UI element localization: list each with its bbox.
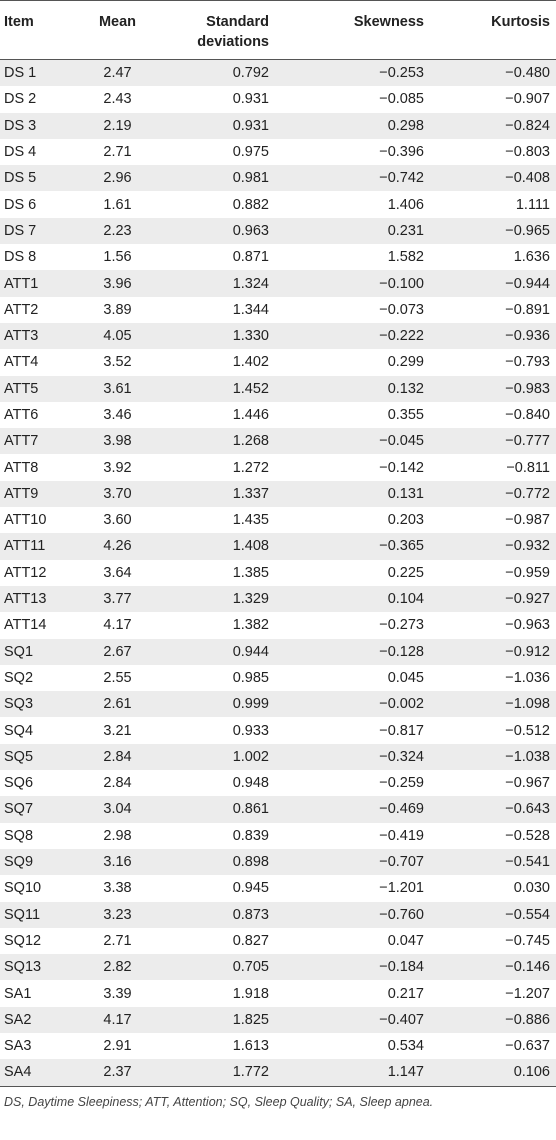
cell-mean: 3.46 <box>103 407 132 423</box>
cell-item: ATT14 <box>4 617 47 634</box>
cell-item: ATT5 <box>4 380 39 397</box>
cell-item: SA3 <box>4 1038 32 1055</box>
cell-item: ATT9 <box>4 485 39 502</box>
table-row <box>0 244 556 270</box>
cell-item: DS 5 <box>4 170 37 187</box>
cell-skewness: −0.259 <box>379 775 424 792</box>
cell-kurtosis: −0.959 <box>505 564 550 581</box>
cell-skewness: −0.142 <box>379 459 424 476</box>
cell-kurtosis: 1.111 <box>515 196 550 213</box>
cell-kurtosis: −0.480 <box>505 65 550 82</box>
cell-standard-deviation: 0.975 <box>232 144 269 161</box>
cell-mean: 3.23 <box>103 906 132 923</box>
table-row <box>0 612 556 638</box>
table-row <box>0 533 556 559</box>
cell-skewness: −0.817 <box>379 722 424 739</box>
cell-standard-deviation: 0.985 <box>232 669 269 686</box>
cell-item: ATT11 <box>4 538 46 555</box>
cell-skewness: −1.201 <box>379 880 424 897</box>
cell-standard-deviation: 1.825 <box>232 1011 269 1028</box>
table-row <box>0 165 556 191</box>
cell-kurtosis: −0.541 <box>505 854 550 871</box>
cell-skewness: −0.128 <box>379 643 424 660</box>
cell-kurtosis: −0.944 <box>505 275 550 292</box>
cell-skewness: −0.324 <box>379 748 424 765</box>
cell-item: SQ7 <box>4 801 34 818</box>
cell-standard-deviation: 0.944 <box>232 643 269 660</box>
table-row <box>0 113 556 139</box>
cell-skewness: 1.406 <box>387 196 424 213</box>
cell-standard-deviation: 0.861 <box>232 801 269 818</box>
cell-mean: 4.17 <box>103 617 132 634</box>
cell-item: ATT4 <box>4 354 39 371</box>
cell-standard-deviation: 1.324 <box>232 275 269 292</box>
cell-mean: 4.26 <box>103 538 132 555</box>
cell-standard-deviation: 0.827 <box>232 932 269 949</box>
cell-skewness: −0.419 <box>379 827 424 844</box>
cell-mean: 3.60 <box>103 512 132 529</box>
cell-item: ATT1 <box>4 275 39 292</box>
cell-kurtosis: −1.038 <box>505 748 550 765</box>
table-row <box>0 560 556 586</box>
cell-item: ATT3 <box>4 328 39 345</box>
cell-standard-deviation: 1.329 <box>232 591 269 608</box>
cell-kurtosis: −0.777 <box>505 433 550 450</box>
cell-standard-deviation: 1.452 <box>232 380 269 397</box>
cell-standard-deviation: 1.408 <box>232 538 269 555</box>
table-row <box>0 796 556 822</box>
cell-mean: 2.47 <box>103 65 132 82</box>
cell-mean: 2.43 <box>103 91 132 108</box>
cell-standard-deviation: 0.963 <box>232 222 269 239</box>
cell-item: SQ12 <box>4 932 42 949</box>
cell-standard-deviation: 0.871 <box>232 249 269 266</box>
cell-mean: 3.61 <box>103 380 132 397</box>
cell-mean: 3.89 <box>103 301 132 318</box>
cell-item: ATT2 <box>4 301 39 318</box>
cell-mean: 3.16 <box>103 854 132 871</box>
cell-skewness: 0.217 <box>387 985 424 1002</box>
table-row <box>0 270 556 296</box>
cell-item: DS 2 <box>4 91 37 108</box>
header-item: Item <box>4 14 34 30</box>
cell-kurtosis: −0.983 <box>505 380 550 397</box>
cell-kurtosis: −0.803 <box>505 144 550 161</box>
cell-item: SA1 <box>4 985 32 1002</box>
cell-standard-deviation: 1.272 <box>232 459 269 476</box>
cell-kurtosis: −0.907 <box>505 91 550 108</box>
cell-skewness: −0.002 <box>379 696 424 713</box>
cell-skewness: −0.085 <box>379 91 424 108</box>
cell-skewness: 0.104 <box>387 591 424 608</box>
cell-skewness: −0.073 <box>379 301 424 318</box>
table-row <box>0 691 556 717</box>
cell-skewness: 0.047 <box>387 932 424 949</box>
table-row <box>0 875 556 901</box>
cell-item: DS 8 <box>4 249 37 266</box>
cell-mean: 3.21 <box>103 722 132 739</box>
cell-mean: 2.71 <box>103 144 132 161</box>
cell-standard-deviation: 1.446 <box>232 407 269 423</box>
table-row <box>0 1033 556 1059</box>
cell-item: SQ10 <box>4 880 42 897</box>
cell-skewness: 0.355 <box>387 407 424 423</box>
cell-kurtosis: −0.528 <box>505 827 550 844</box>
cell-skewness: −0.045 <box>379 433 424 450</box>
cell-item: SQ13 <box>4 959 42 976</box>
cell-kurtosis: −0.146 <box>505 959 550 976</box>
table-row <box>0 823 556 849</box>
cell-mean: 3.77 <box>103 591 132 608</box>
cell-item: SQ8 <box>4 827 34 844</box>
cell-kurtosis: −0.912 <box>505 643 550 660</box>
cell-kurtosis: −0.408 <box>505 170 550 187</box>
cell-item: SQ4 <box>4 722 34 739</box>
cell-skewness: −0.184 <box>379 959 424 976</box>
table-footnote: DS, Daytime Sleepiness; ATT, Attention; SQ, Sleep Quality; SA, Sleep apnea. <box>4 1094 434 1109</box>
cell-item: ATT7 <box>4 433 39 450</box>
cell-kurtosis: −0.637 <box>505 1038 550 1055</box>
cell-mean: 2.91 <box>103 1038 132 1055</box>
table-row <box>0 744 556 770</box>
cell-mean: 2.37 <box>103 1064 132 1081</box>
table-row <box>0 454 556 480</box>
cell-item: DS 6 <box>4 196 37 213</box>
cell-skewness: −0.396 <box>379 144 424 161</box>
cell-mean: 3.98 <box>103 433 132 450</box>
cell-mean: 2.84 <box>103 775 132 792</box>
cell-item: ATT12 <box>4 564 47 581</box>
cell-kurtosis: −0.936 <box>505 328 550 345</box>
cell-mean: 2.55 <box>103 669 132 686</box>
cell-standard-deviation: 0.931 <box>232 117 269 134</box>
table-row <box>0 665 556 691</box>
cell-skewness: 0.298 <box>387 117 424 134</box>
cell-standard-deviation: 1.385 <box>232 564 269 581</box>
cell-skewness: 0.225 <box>387 564 424 581</box>
cell-skewness: −0.222 <box>379 328 424 345</box>
header-skewness: Skewness <box>353 14 424 30</box>
cell-kurtosis: −0.927 <box>505 591 550 608</box>
cell-item: SQ9 <box>4 854 34 871</box>
cell-mean: 3.52 <box>103 354 132 371</box>
cell-mean: 2.19 <box>103 117 132 134</box>
cell-skewness: −0.273 <box>379 617 424 634</box>
cell-mean: 2.71 <box>103 932 132 949</box>
cell-skewness: 0.231 <box>387 222 424 239</box>
cell-mean: 2.98 <box>103 827 132 844</box>
cell-kurtosis: 0.030 <box>513 880 550 897</box>
cell-standard-deviation: 1.402 <box>232 354 269 371</box>
cell-standard-deviation: 1.344 <box>232 301 269 318</box>
cell-item: SA2 <box>4 1011 32 1028</box>
cell-standard-deviation: 0.948 <box>232 775 269 792</box>
cell-item: ATT8 <box>4 459 39 476</box>
cell-kurtosis: −0.886 <box>505 1011 550 1028</box>
cell-standard-deviation: 1.382 <box>232 617 269 634</box>
cell-standard-deviation: 0.873 <box>232 906 269 923</box>
cell-standard-deviation: 0.898 <box>232 854 269 871</box>
cell-standard-deviation: 0.882 <box>232 196 269 213</box>
table-row <box>0 191 556 217</box>
cell-mean: 3.04 <box>103 801 132 818</box>
cell-item: SQ5 <box>4 748 34 765</box>
cell-standard-deviation: 0.931 <box>232 91 269 108</box>
cell-skewness: 0.132 <box>387 380 424 397</box>
cell-standard-deviation: 0.981 <box>232 170 269 187</box>
table-row <box>0 586 556 612</box>
table-row <box>0 60 556 87</box>
cell-mean: 2.23 <box>103 222 132 239</box>
table-row <box>0 902 556 928</box>
cell-kurtosis: −0.643 <box>505 801 550 818</box>
table-row <box>0 770 556 796</box>
cell-item: SQ3 <box>4 696 34 713</box>
cell-standard-deviation: 0.792 <box>232 65 269 82</box>
cell-standard-deviation: 1.002 <box>232 748 269 765</box>
cell-mean: 1.61 <box>103 196 132 213</box>
cell-standard-deviation: 1.330 <box>232 328 269 345</box>
cell-kurtosis: −0.772 <box>505 485 550 502</box>
cell-kurtosis: −0.840 <box>505 407 550 423</box>
cell-mean: 4.17 <box>103 1011 132 1028</box>
cell-item: SQ11 <box>4 906 41 923</box>
cell-item: SA4 <box>4 1064 32 1081</box>
cell-kurtosis: −0.824 <box>505 117 550 134</box>
cell-skewness: 0.045 <box>387 669 424 686</box>
cell-mean: 2.61 <box>103 696 132 713</box>
cell-item: DS 1 <box>4 65 37 82</box>
cell-kurtosis: −0.793 <box>505 354 550 371</box>
cell-mean: 3.96 <box>103 275 132 292</box>
cell-skewness: 0.131 <box>387 485 424 502</box>
cell-skewness: −0.407 <box>379 1011 424 1028</box>
cell-standard-deviation: 1.918 <box>232 985 269 1002</box>
cell-standard-deviation: 0.945 <box>232 880 269 897</box>
table-row <box>0 980 556 1006</box>
table-row <box>0 954 556 980</box>
cell-item: ATT10 <box>4 512 47 529</box>
cell-item: ATT6 <box>4 407 39 423</box>
cell-standard-deviation: 1.613 <box>232 1038 269 1055</box>
cell-mean: 4.05 <box>103 328 132 345</box>
cell-kurtosis: −0.745 <box>505 932 550 949</box>
cell-mean: 3.38 <box>103 880 132 897</box>
cell-skewness: 1.147 <box>387 1064 424 1081</box>
table-row <box>0 1059 556 1086</box>
cell-item: DS 7 <box>4 222 37 239</box>
table-row <box>0 402 556 428</box>
cell-skewness: −0.365 <box>379 538 424 555</box>
cell-skewness: −0.742 <box>379 170 424 187</box>
cell-skewness: 0.534 <box>387 1038 424 1055</box>
table-row <box>0 428 556 454</box>
cell-skewness: −0.707 <box>379 854 424 871</box>
cell-kurtosis: −0.554 <box>505 906 550 923</box>
cell-kurtosis: −0.967 <box>505 775 550 792</box>
table-row <box>0 639 556 665</box>
cell-standard-deviation: 1.337 <box>232 485 269 502</box>
cell-mean: 3.92 <box>103 459 132 476</box>
table-row <box>0 349 556 375</box>
cell-skewness: 0.299 <box>387 354 424 371</box>
table-row <box>0 323 556 349</box>
table-row <box>0 849 556 875</box>
cell-mean: 1.56 <box>103 249 132 266</box>
cell-item: SQ1 <box>4 643 34 660</box>
cell-item: SQ6 <box>4 775 34 792</box>
header-kurtosis: Kurtosis <box>491 14 550 30</box>
cell-mean: 2.96 <box>103 170 132 187</box>
cell-standard-deviation: 1.268 <box>232 433 269 450</box>
cell-item: SQ2 <box>4 669 34 686</box>
cell-standard-deviation: 0.999 <box>232 696 269 713</box>
cell-mean: 3.70 <box>103 485 132 502</box>
cell-item: ATT13 <box>4 591 47 608</box>
cell-kurtosis: −0.963 <box>505 617 550 634</box>
cell-kurtosis: −0.932 <box>505 538 550 555</box>
cell-skewness: 0.203 <box>387 512 424 529</box>
header-row <box>0 1 556 60</box>
cell-mean: 2.67 <box>103 643 132 660</box>
cell-kurtosis: 0.106 <box>513 1064 550 1081</box>
cell-skewness: −0.469 <box>379 801 424 818</box>
cell-kurtosis: −1.098 <box>505 696 550 713</box>
cell-kurtosis: −0.987 <box>505 512 550 529</box>
cell-skewness: −0.100 <box>379 275 424 292</box>
cell-standard-deviation: 0.839 <box>232 827 269 844</box>
table-body <box>0 60 556 1087</box>
cell-skewness: 1.582 <box>387 249 424 266</box>
cell-kurtosis: −1.036 <box>505 669 550 686</box>
cell-kurtosis: −1.207 <box>505 985 550 1002</box>
table-row <box>0 86 556 112</box>
cell-mean: 2.82 <box>103 959 132 976</box>
table-row <box>0 507 556 533</box>
cell-mean: 3.39 <box>103 985 132 1002</box>
cell-skewness: −0.760 <box>379 906 424 923</box>
cell-standard-deviation: 0.933 <box>232 722 269 739</box>
table-row <box>0 717 556 743</box>
table-row <box>0 928 556 954</box>
cell-mean: 2.84 <box>103 748 132 765</box>
cell-standard-deviation: 1.435 <box>232 512 269 529</box>
header-mean: Mean <box>98 14 137 30</box>
cell-kurtosis: 1.636 <box>513 249 550 266</box>
cell-kurtosis: −0.891 <box>505 301 550 318</box>
table-row <box>0 376 556 402</box>
cell-kurtosis: −0.965 <box>505 222 550 239</box>
cell-standard-deviation: 1.772 <box>232 1064 269 1081</box>
cell-mean: 3.64 <box>103 564 132 581</box>
table-row <box>0 218 556 244</box>
header-standard-deviations: Standard deviations <box>197 14 269 50</box>
cell-item: DS 3 <box>4 117 37 134</box>
table-row <box>0 481 556 507</box>
table-row <box>0 1007 556 1033</box>
cell-kurtosis: −0.811 <box>506 459 550 476</box>
cell-item: DS 4 <box>4 144 37 161</box>
cell-skewness: −0.253 <box>379 65 424 82</box>
table-row <box>0 139 556 165</box>
cell-standard-deviation: 0.705 <box>232 959 269 976</box>
table-row <box>0 297 556 323</box>
cell-kurtosis: −0.512 <box>505 722 550 739</box>
